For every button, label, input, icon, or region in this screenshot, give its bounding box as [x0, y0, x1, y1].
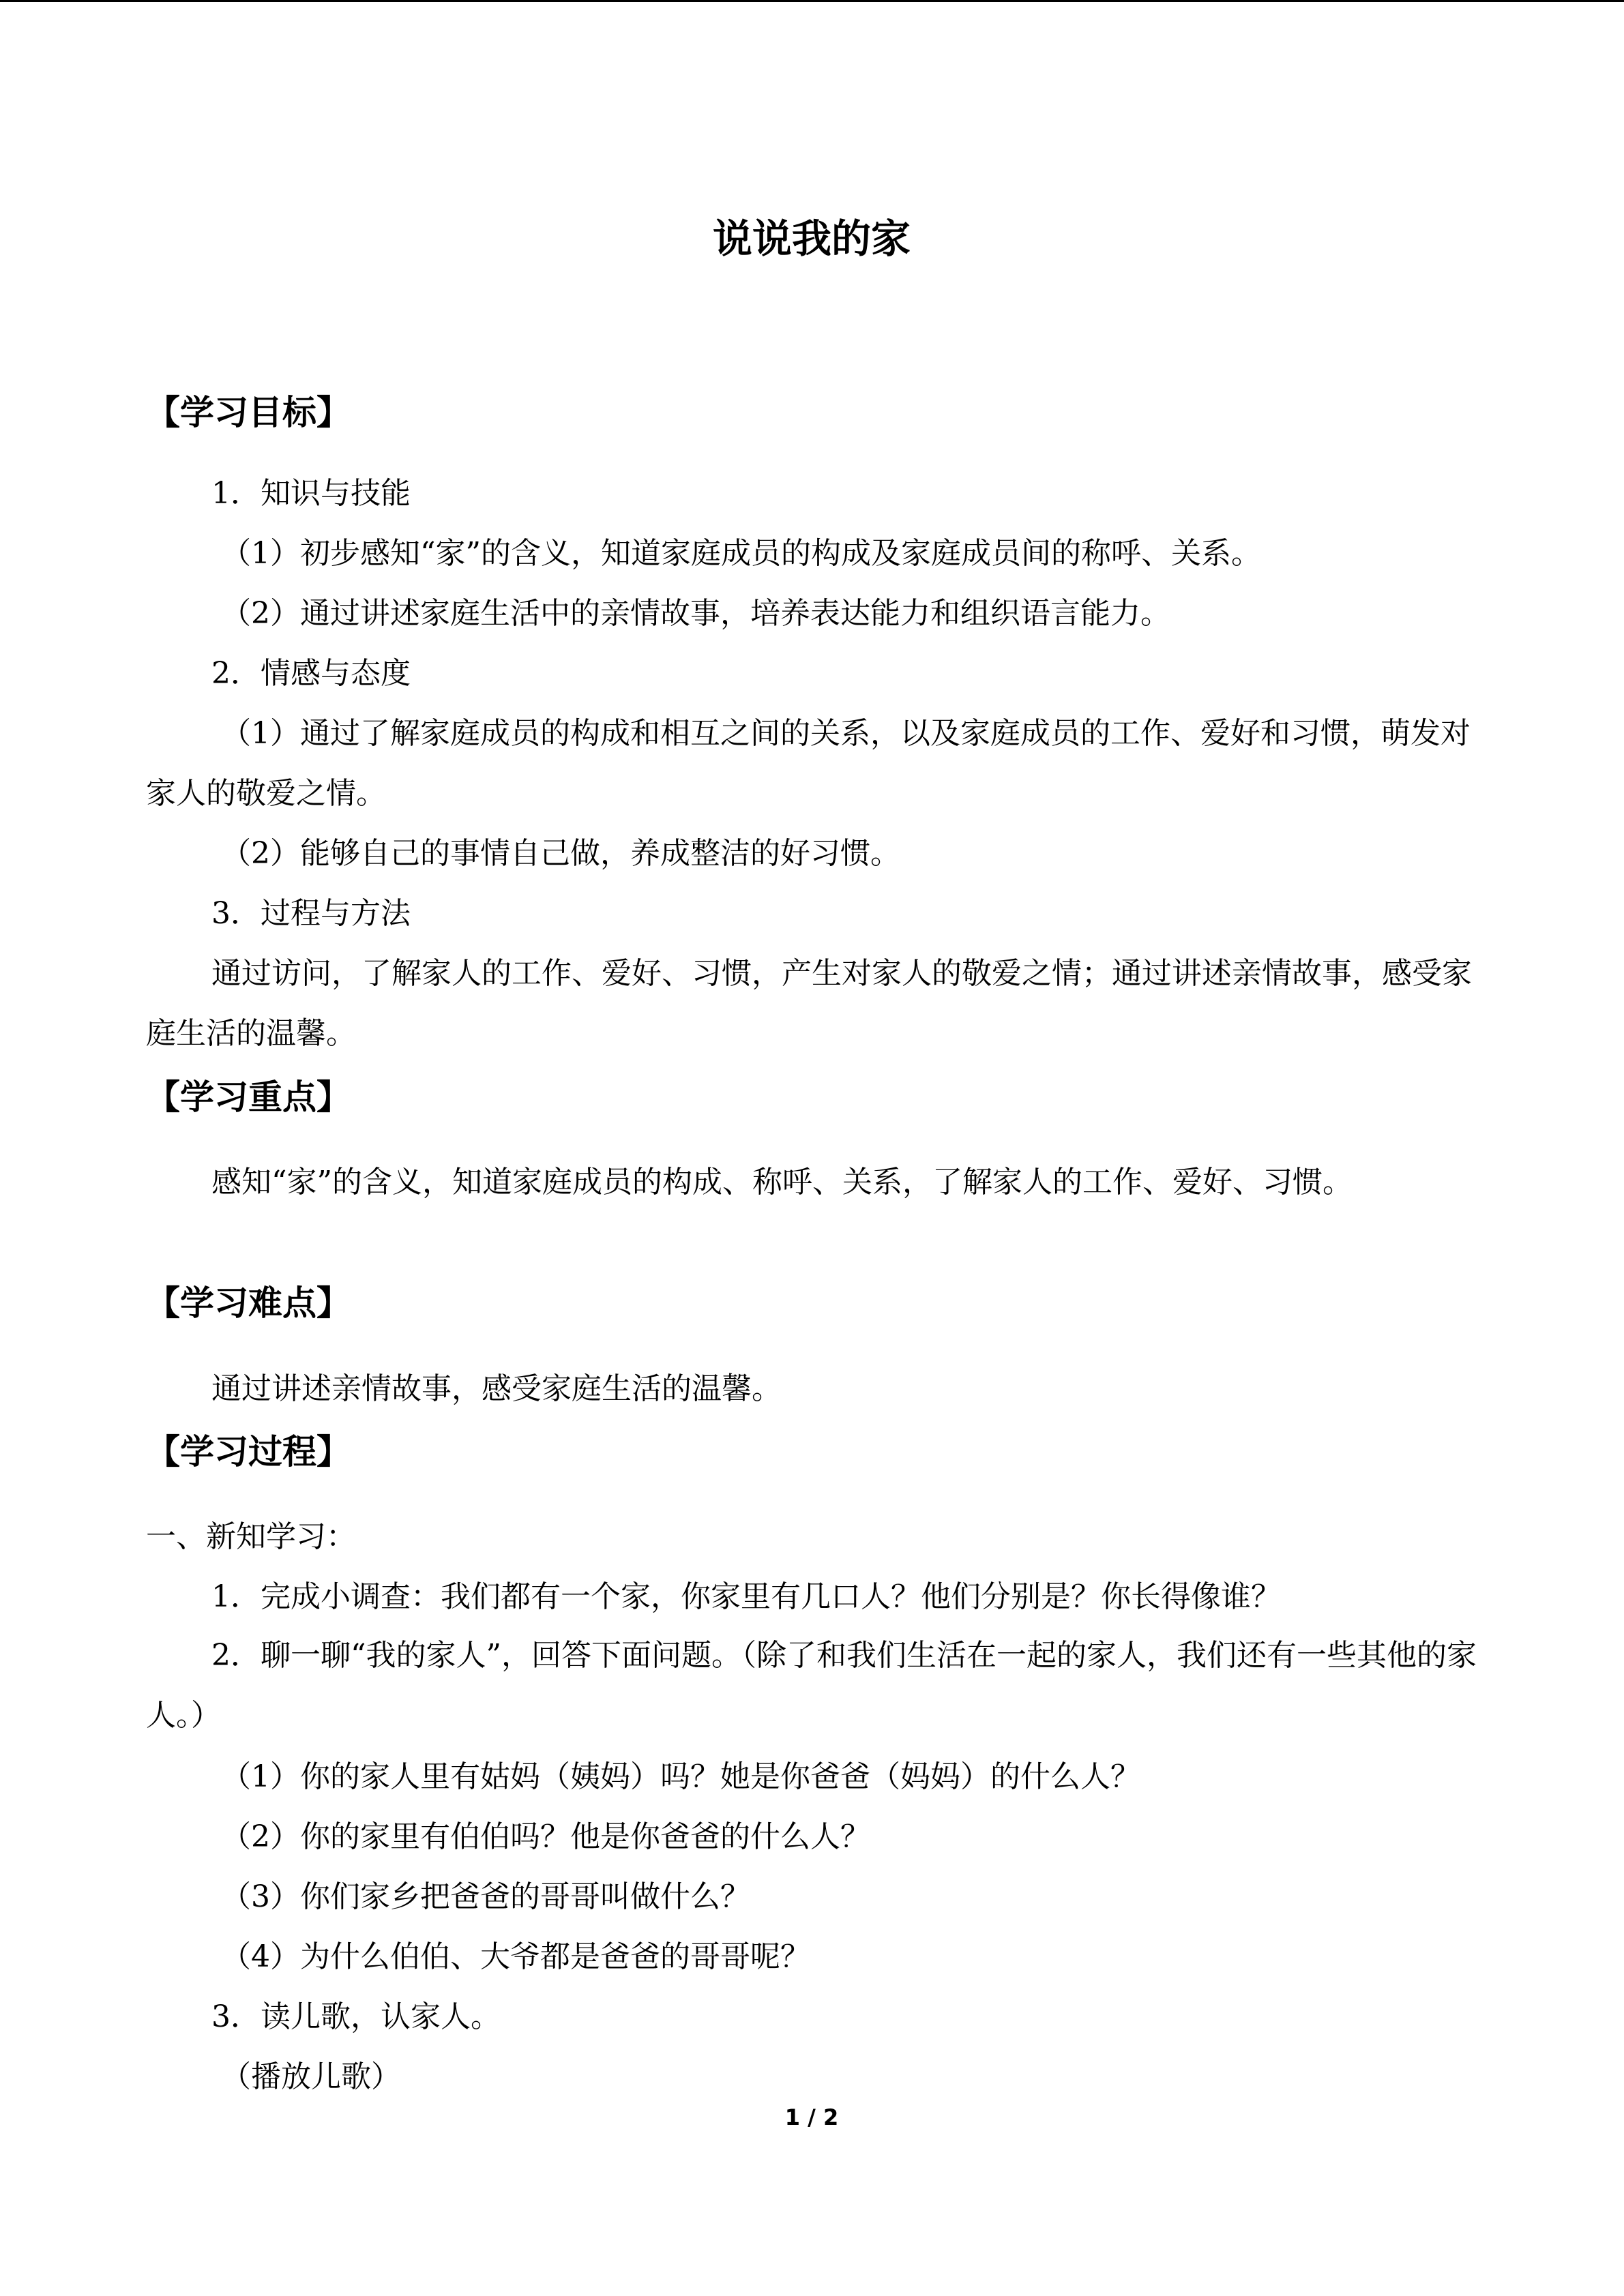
- objective-item: 1．知识与技能: [211, 476, 411, 511]
- objective-item: 通过访问，了解家人的工作、爱好、习惯，产生对家人的敬爱之情；通过讲述亲情故事，感受家庭生活的温馨。: [146, 956, 1472, 1051]
- section-heading-process: 【学习过程】: [146, 1432, 351, 1472]
- objective-item: 3．过程与方法: [211, 896, 411, 931]
- process-item: 2．聊一聊“我的家人”，回答下面问题。（除了和我们生活在一起的家人，我们还有一些其他的家人。）: [146, 1638, 1477, 1733]
- page-number: 1 / 2: [784, 2104, 839, 2130]
- process-item: 一、新知学习：: [146, 1519, 356, 1554]
- process-item: （4）为什么伯伯、大爷都是爸爸的哥哥呢？: [221, 1939, 810, 1974]
- key-points-text: 感知“家”的含义，知道家庭成员的构成、称呼、关系，了解家人的工作、爱好、习惯。: [211, 1165, 1353, 1199]
- process-item: 1．完成小调查：我们都有一个家，你家里有几口人？他们分别是？你长得像谁？: [211, 1579, 1281, 1614]
- document-title: 说说我的家: [712, 215, 911, 262]
- section-heading-key-points: 【学习重点】: [146, 1077, 351, 1117]
- objective-item: 2．情感与态度: [211, 656, 411, 691]
- objective-item: （2）能够自己的事情自己做，养成整洁的好习惯。: [221, 836, 900, 871]
- objective-item: （1）初步感知“家”的含义，知道家庭成员的构成及家庭成员间的称呼、关系。: [221, 536, 1261, 571]
- process-item: 3．读儿歌，认家人。: [211, 1999, 501, 2034]
- difficulties-text: 通过讲述亲情故事，感受家庭生活的温馨。: [211, 1371, 782, 1406]
- objective-item: （2）通过讲述家庭生活中的亲情故事，培养表达能力和组织语言能力。: [221, 596, 1170, 631]
- process-item: （播放儿歌）: [221, 2059, 401, 2094]
- document-page: [146, 0, 1477, 2296]
- process-item: （1）你的家人里有姑妈（姨妈）吗？她是你爸爸（妈妈）的什么人？: [221, 1759, 1140, 1794]
- section-heading-objectives: 【学习目标】: [146, 393, 351, 432]
- objective-item: （1）通过了解家庭成员的构成和相互之间的关系，以及家庭成员的工作、爱好和习惯，萌发对家人的敬爱之情。: [146, 716, 1471, 811]
- process-item: （3）你们家乡把爸爸的哥哥叫做什么？: [221, 1879, 750, 1914]
- process-item: （2）你的家里有伯伯吗？他是你爸爸的什么人？: [221, 1819, 870, 1854]
- section-heading-difficulties: 【学习难点】: [146, 1283, 351, 1323]
